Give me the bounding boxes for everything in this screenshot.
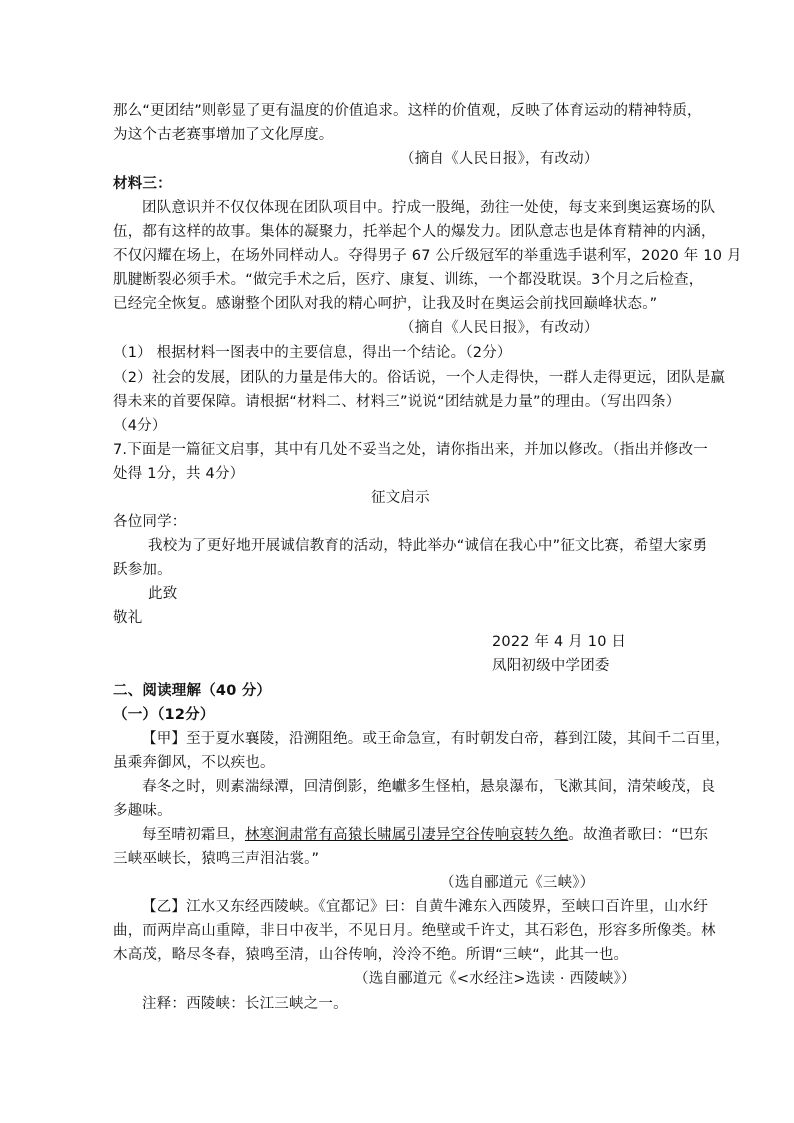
source-citation: （摘自《人民日报》，有改动） — [400, 320, 599, 336]
passage-line — [142, 826, 708, 844]
text-line: 肌腱断裂必须手术。“做完手术之后，医疗、康复、训练，一个都没耽误。3个月之后检查， — [113, 272, 704, 288]
section-heading-reading: 二、阅读理解（40 分） — [113, 683, 272, 699]
subsection-heading: （一）（12分） — [113, 707, 215, 723]
question-line: （2）社会的发展，团队的力量是伟大的。俗话说，一个人走得快，一群人走得更远，团队是赢 — [113, 370, 726, 386]
passage-line: 多趣味。 — [113, 803, 172, 819]
text-line: 那么“更团结”则彰显了更有温度的价值追求。这样的价值观，反映了体育运动的精神特质， — [113, 103, 702, 119]
notice-signature: 凤阳初级中学团委 — [492, 658, 610, 674]
text-line: 已经完全恢复。感谢整个团队对我的精心呵护，让我及时在奥运会前找回巅峰状态。” — [113, 296, 658, 312]
passage-line: 春冬之时，则素湍绿潭，回清倒影，绝巘多生怪柏，悬泉瀑布，飞漱其间，清荣峻茂，良 — [142, 779, 716, 795]
notice-title: 征文启示 — [371, 490, 430, 506]
passage-text: 。故渔者歌曰：“巴东 — [568, 827, 709, 843]
question-line: （1） 根据材料一图表中的主要信息，得出一个结论。（2分） — [113, 345, 512, 361]
text-line: 不仅闪耀在场上，在场外同样动人。夺得男子 67 公斤级冠军的举重选手谌利军，2020 年 10 月 — [113, 248, 742, 264]
notice-body: 我校为了更好地开展诚信教育的活动，特此举办“诚信在我心中”征文比赛，希望大家勇 — [148, 538, 708, 554]
text-line: 伍，都有这样的故事。集体的凝聚力，托举起个人的爆发力。团队意志也是体育精神的内涵， — [113, 224, 716, 240]
notice-closing: 敬礼 — [113, 610, 143, 626]
source-citation: （摘自《人民日报》，有改动） — [400, 151, 599, 167]
passage-line: 木高茂，略尽冬春，猿鸣至清，山谷传响，泠泠不绝。所谓“三峡“，此其一也。 — [113, 947, 629, 963]
source-citation: （选自郦道元《<水经注>选读 · 西陵峡》） — [354, 971, 636, 987]
source-citation: （选自郦道元《三峡》） — [440, 875, 595, 891]
notice-date: 2022 年 4 月 10 日 — [492, 634, 627, 650]
annotation-note: 注释：西陵峡：长江三峡之一。 — [142, 996, 348, 1012]
question-line: （4分） — [113, 418, 167, 434]
notice-closing: 此致 — [148, 586, 178, 602]
notice-salutation: 各位同学： — [113, 514, 187, 530]
text-line: 团队意识并不仅仅体现在团队项目中。拧成一股绳，劲往一处使，每支来到奥运赛场的队 — [142, 200, 716, 216]
passage-line: 曲，而两岸高山重障，非日中夜半，不见日月。绝壁或千许丈，其石彩色，形容多所像类。林 — [113, 923, 716, 939]
passage-text: 每至晴初霜旦， — [142, 827, 245, 843]
underlined-sentence: 林寒涧肃常有高猿长啸属引凄异空谷传响哀转久绝 — [244, 827, 569, 843]
notice-body: 跃参加。 — [113, 562, 172, 578]
question-line: 7.下面是一篇征文启事，其中有几处不妥当之处，请你指出来，并加以修改。（指出并修改一 — [113, 442, 708, 458]
question-line: 得未来的首要保障。请根据“材料二、材料三”说说“团结就是力量”的理由。（写出四条） — [113, 394, 681, 410]
passage-line: 【甲】至于夏水襄陵，沿溯阻绝。或王命急宣，有时朝发白帝，暮到江陵，其间千二百里， — [142, 731, 730, 747]
passage-line: 虽乘奔御风，不以疾也。 — [113, 755, 275, 771]
passage-line: 三峡巫峡长，猿鸣三声泪沾裳。” — [113, 851, 320, 867]
section-heading-material-3: 材料三： — [113, 176, 172, 192]
question-line: 处得 1分，共 4分） — [113, 466, 245, 482]
passage-line: 【乙】江水又东经西陵峡。《宜都记》曰：自黄牛滩东入西陵界，至峡口百许里，山水纡 — [142, 899, 709, 915]
text-line: 为这个古老赛事增加了文化厚度。 — [113, 127, 334, 143]
